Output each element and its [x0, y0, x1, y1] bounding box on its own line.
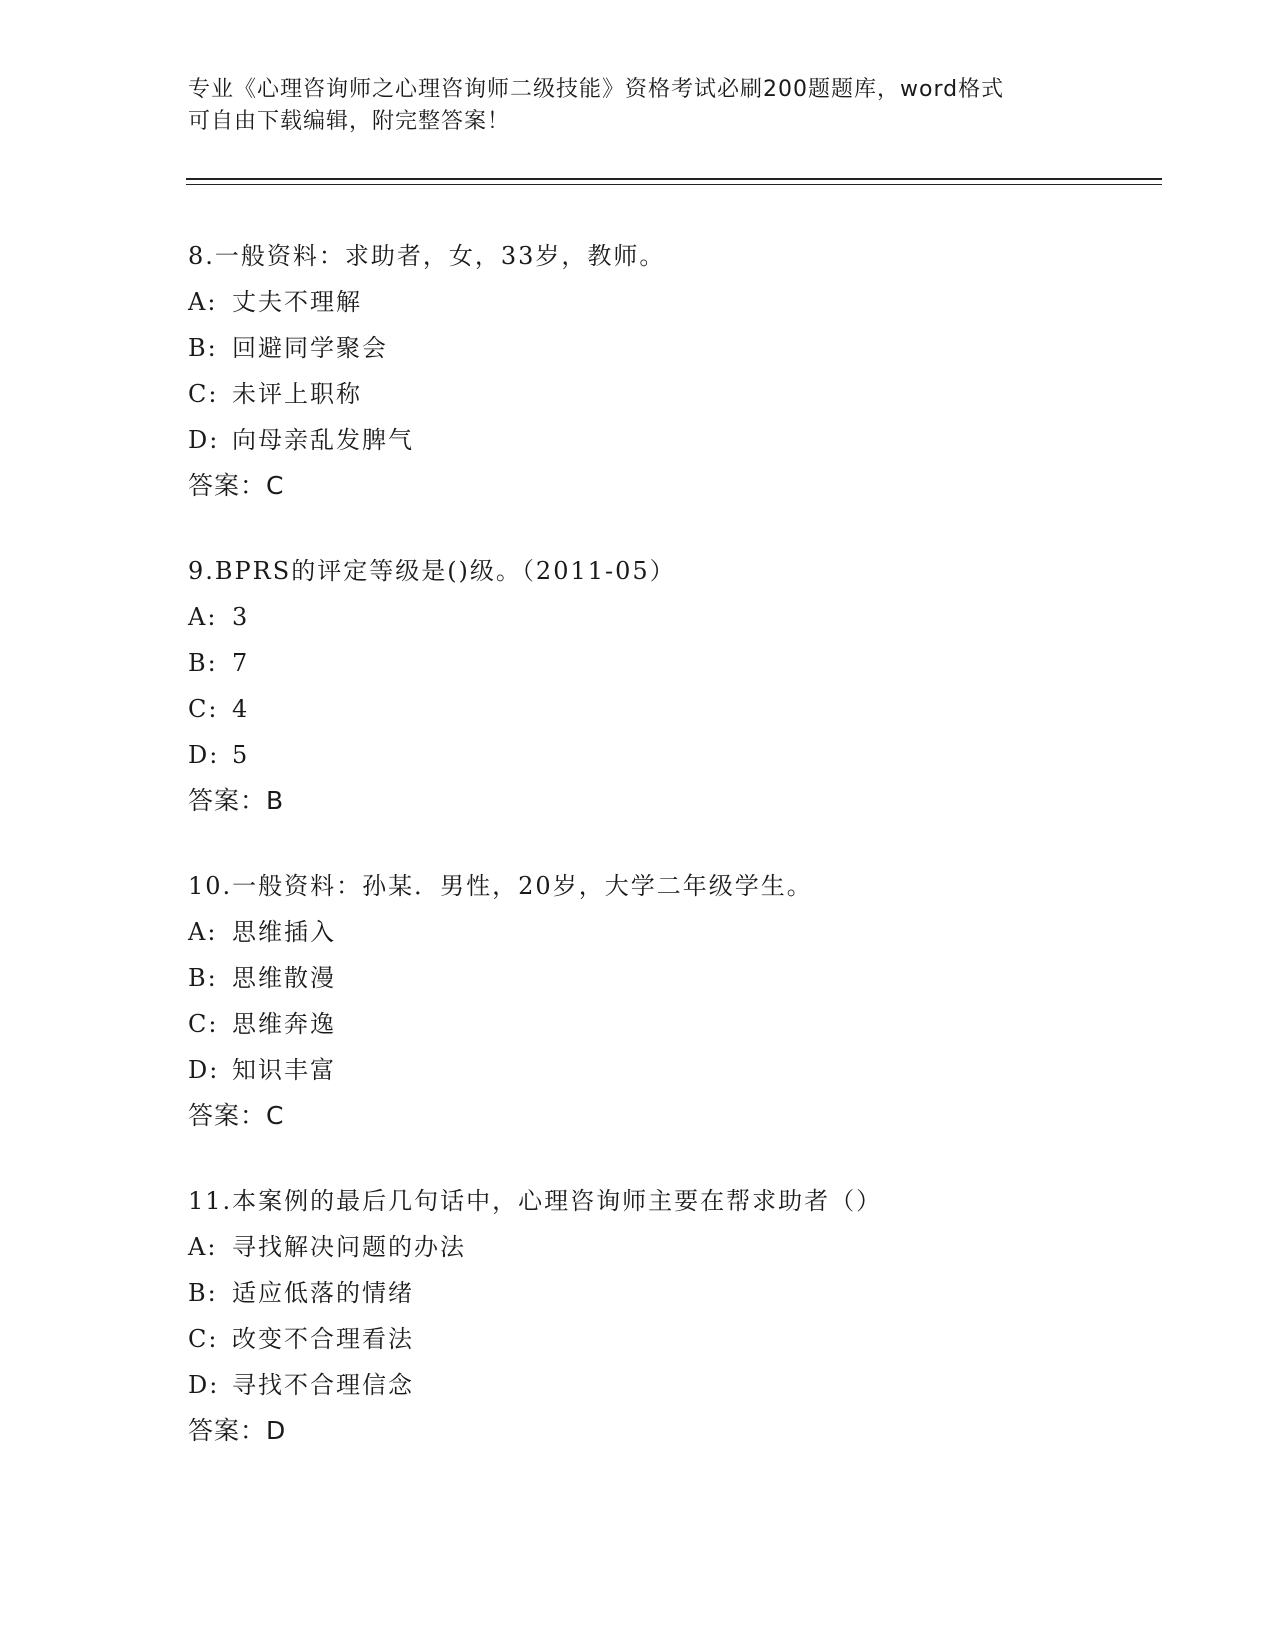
header-line-1: 专业《心理咨询师之心理咨询师二级技能》资格考试必刷200题题库，word格式 [188, 77, 1005, 102]
question-text: 11.本案例的最后几句话中，心理咨询师主要在帮求助者（） [188, 1187, 883, 1215]
option-letter: C: [188, 1010, 219, 1038]
option-text: 4 [232, 695, 250, 723]
question-block [188, 1178, 1188, 1454]
option-text: 5 [232, 741, 250, 769]
option-b [188, 325, 1188, 371]
option-text: 思维散漫 [232, 964, 336, 992]
option-letter: D: [188, 741, 220, 769]
option-text: 回避同学聚会 [232, 334, 388, 362]
option-text: 向母亲乱发脾气 [232, 426, 414, 454]
option-letter: A: [188, 603, 218, 631]
header-line-2: 可自由下载编辑，附完整答案！ [188, 109, 511, 134]
option-letter: B: [188, 649, 218, 677]
option-text: 7 [232, 649, 250, 677]
option-letter: D: [188, 426, 220, 454]
option-letter: D: [188, 1371, 220, 1399]
question-block [188, 548, 1188, 824]
option-text: 未评上职称 [232, 380, 362, 408]
option-letter: D: [188, 1056, 220, 1084]
option-a [188, 909, 1188, 955]
option-text: 3 [232, 603, 250, 631]
option-a [188, 1224, 1188, 1270]
option-text: 丈夫不理解 [232, 288, 362, 316]
option-d [188, 417, 1188, 463]
header-divider-top [186, 178, 1162, 180]
option-b [188, 1270, 1188, 1316]
option-letter: C: [188, 1325, 219, 1353]
option-letter: A: [188, 918, 218, 946]
option-letter: B: [188, 1279, 218, 1307]
question-text: 8.一般资料：求助者，女，33岁，教师。 [188, 242, 666, 270]
option-c [188, 371, 1188, 417]
option-d [188, 1047, 1188, 1093]
option-letter: C: [188, 695, 219, 723]
option-letter: C: [188, 380, 219, 408]
option-text: 寻找不合理信念 [232, 1371, 414, 1399]
option-text: 思维奔逸 [232, 1010, 336, 1038]
option-d [188, 732, 1188, 778]
option-text: 知识丰富 [232, 1056, 336, 1084]
option-c [188, 1316, 1188, 1362]
option-letter: A: [188, 288, 218, 316]
answer-line: 答案：D [188, 1416, 287, 1445]
header-divider-bottom [186, 184, 1162, 185]
question-block [188, 233, 1188, 509]
option-letter: B: [188, 964, 218, 992]
question-text: 9.BPRS的评定等级是()级。（2011-05） [188, 557, 676, 585]
answer-line: 答案：C [188, 1101, 285, 1130]
question-text: 10.一般资料：孙某．男性，20岁，大学二年级学生。 [188, 872, 813, 900]
answer-line: 答案：C [188, 471, 285, 500]
document-header [188, 74, 1088, 138]
option-text: 思维插入 [232, 918, 336, 946]
option-b [188, 955, 1188, 1001]
question-block [188, 863, 1188, 1139]
option-d [188, 1362, 1188, 1408]
option-c [188, 1001, 1188, 1047]
option-a [188, 279, 1188, 325]
option-letter: A: [188, 1233, 218, 1261]
option-text: 寻找解决问题的办法 [232, 1233, 466, 1261]
answer-line: 答案：B [188, 786, 285, 815]
option-b [188, 640, 1188, 686]
option-c [188, 686, 1188, 732]
option-text: 改变不合理看法 [232, 1325, 414, 1353]
option-letter: B: [188, 334, 218, 362]
option-text: 适应低落的情绪 [232, 1279, 414, 1307]
option-a [188, 594, 1188, 640]
